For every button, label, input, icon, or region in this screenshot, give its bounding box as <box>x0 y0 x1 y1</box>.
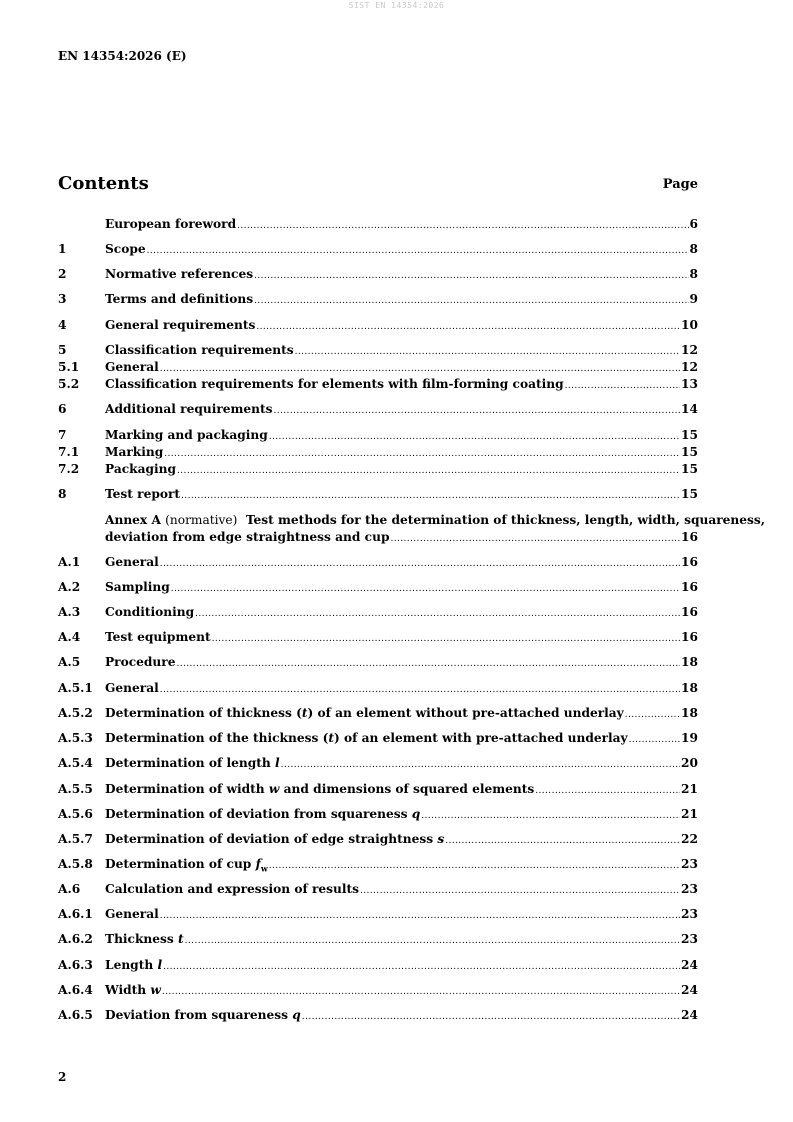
toc-entry-leader <box>160 556 680 572</box>
toc-entry-page: 20 <box>681 756 698 770</box>
toc-entry-title: General <box>105 907 159 921</box>
toc-entry-number: A.6.5 <box>58 1008 93 1022</box>
toc-entry-page: 13 <box>681 377 698 391</box>
toc-entry-page: 16 <box>681 630 698 644</box>
toc-entry[interactable] <box>58 906 698 922</box>
toc-entry-page: 24 <box>681 983 698 997</box>
toc-entry-title: Determination of thickness (t) of an element without pre-attached underlay <box>105 706 624 720</box>
toc-entry-leader <box>274 403 681 419</box>
toc-entry[interactable] <box>58 806 698 822</box>
toc-entry-leader <box>629 732 680 748</box>
toc-entry-leader <box>295 344 680 360</box>
toc-entry-page: 21 <box>681 782 698 796</box>
toc-entry-page: 23 <box>681 882 698 896</box>
toc-entry-title: Determination of width w and dimensions of squared elements <box>105 782 535 796</box>
toc-entry-page: 23 <box>681 857 698 871</box>
toc-entry-title: Sampling <box>105 580 170 594</box>
toc-entry-number: 8 <box>58 487 67 501</box>
toc-entry-number: A.5.8 <box>58 857 93 871</box>
watermark: SIST EN 14354:2026 <box>348 1 445 10</box>
toc-entry[interactable] <box>58 957 698 973</box>
toc-entry-page: 9 <box>689 292 698 306</box>
toc-entry-page: 21 <box>681 807 698 821</box>
toc-entry-page: 16 <box>681 555 698 569</box>
toc-entry-page: 16 <box>681 580 698 594</box>
toc-entry-leader <box>565 378 680 394</box>
toc-entry-leader <box>177 463 680 479</box>
toc-entry-leader <box>269 858 680 874</box>
toc-entry-page: 24 <box>681 1008 698 1022</box>
toc-entry-page: 18 <box>681 706 698 720</box>
toc-entry-number: A.5.4 <box>58 756 93 770</box>
toc-entry-number: A.5.7 <box>58 832 93 846</box>
toc-entry-leader <box>535 783 680 799</box>
toc-entry-title: Scope <box>105 242 146 256</box>
toc-entry-number: 6 <box>58 402 67 416</box>
toc-entry-leader <box>162 984 680 1000</box>
toc-entry-page: 24 <box>681 958 698 972</box>
toc-entry-leader <box>164 446 680 462</box>
toc-entry-number: A.6.2 <box>58 932 93 946</box>
toc-entry[interactable] <box>58 241 698 257</box>
toc-entry[interactable] <box>58 529 698 545</box>
toc-entry-number: 5 <box>58 343 67 357</box>
toc-entry-title: Conditioning <box>105 605 195 619</box>
toc-entry-page: 15 <box>681 487 698 501</box>
toc-entry-leader <box>302 1009 680 1025</box>
toc-entry-title: General <box>105 360 159 374</box>
toc-entry-leader <box>281 757 680 773</box>
toc-entry[interactable] <box>58 216 698 232</box>
toc-entry[interactable] <box>58 781 698 797</box>
toc-entry-title: Terms and definitions <box>105 292 254 306</box>
toc-entry-leader <box>625 707 680 723</box>
toc-entry-number: A.5 <box>58 655 81 669</box>
toc-entry[interactable] <box>58 376 698 392</box>
toc-entry-title: General <box>105 681 159 695</box>
toc-entry[interactable] <box>58 1007 698 1023</box>
toc-entry-number: 4 <box>58 318 67 332</box>
toc-entry-page: 18 <box>681 655 698 669</box>
toc-entry-number: 3 <box>58 292 67 306</box>
toc-entry[interactable] <box>58 856 698 872</box>
toc-entry-page: 12 <box>681 360 698 374</box>
toc-entry[interactable] <box>58 831 698 847</box>
toc-entry[interactable] <box>58 266 698 282</box>
toc-entry-page: 23 <box>681 932 698 946</box>
toc-entry[interactable] <box>58 982 698 998</box>
toc-entry-leader <box>390 531 680 547</box>
toc-entry-leader <box>176 656 680 672</box>
toc-entry-title: Determination of deviation from squareness q <box>105 807 421 821</box>
toc-entry-number: A.1 <box>58 555 81 569</box>
toc-entry-leader <box>160 361 680 377</box>
toc-entry-leader <box>181 488 680 504</box>
toc-entry-leader <box>195 606 680 622</box>
toc-entry-number: A.6.4 <box>58 983 93 997</box>
toc-entry-leader <box>254 268 688 284</box>
toc-entry-leader <box>160 908 680 924</box>
toc-entry-page: 22 <box>681 832 698 846</box>
toc-entry[interactable] <box>58 654 698 670</box>
toc-entry[interactable] <box>58 401 698 417</box>
toc-entry-page: 14 <box>681 402 698 416</box>
toc-entry-title: Classification requirements for elements with film-forming coating <box>105 377 564 391</box>
toc-entry[interactable] <box>58 486 698 502</box>
toc-entry-number: A.5.1 <box>58 681 93 695</box>
toc-entry-number: A.6 <box>58 882 81 896</box>
toc-entry-number: A.6.1 <box>58 907 93 921</box>
toc-entry-page: 8 <box>689 267 698 281</box>
toc-entry-title: Procedure <box>105 655 176 669</box>
toc-entry-leader <box>360 883 680 899</box>
toc-entry[interactable] <box>58 512 765 528</box>
toc-entry-page: 8 <box>689 242 698 256</box>
toc-entry-title: General <box>105 555 159 569</box>
toc-entry[interactable] <box>58 629 698 645</box>
toc-entry-leader <box>269 429 680 445</box>
toc-entry-title: Additional requirements <box>105 402 273 416</box>
toc-entry-number: 5.1 <box>58 360 80 374</box>
toc-entry-title: Determination of the thickness (t) of an element with pre-attached underlay <box>105 731 628 745</box>
toc-entry[interactable] <box>58 730 698 746</box>
toc-entry[interactable] <box>58 427 698 443</box>
toc-entry[interactable] <box>58 317 698 333</box>
toc-entry-number: 2 <box>58 267 67 281</box>
toc-entry-leader <box>160 682 680 698</box>
toc-entry-page: 12 <box>681 343 698 357</box>
toc-entry[interactable] <box>58 755 698 771</box>
toc-entry-title: Marking and packaging <box>105 428 268 442</box>
toc-entry-number: A.2 <box>58 580 81 594</box>
toc-entry-number: A.6.3 <box>58 958 93 972</box>
toc-entry-title: Deviation from squareness q <box>105 1008 301 1022</box>
toc-entry-title: Determination of deviation of edge straightness s <box>105 832 445 846</box>
toc-entry-title: Width w <box>105 983 161 997</box>
toc-entry-leader <box>147 243 689 259</box>
toc-entry-page: 15 <box>681 428 698 442</box>
toc-entry-page: 23 <box>681 907 698 921</box>
toc-entry-leader <box>254 293 688 309</box>
toc-entry-number: A.5.2 <box>58 706 93 720</box>
toc-entry[interactable] <box>58 342 698 358</box>
toc-entry-title: Classification requirements <box>105 343 294 357</box>
toc-entry[interactable] <box>58 444 698 460</box>
toc-entry[interactable] <box>58 604 698 620</box>
toc-entry[interactable] <box>58 881 698 897</box>
toc-entry-number: 5.2 <box>58 377 80 391</box>
toc-entry-number: 1 <box>58 242 67 256</box>
toc-entry-leader <box>237 218 688 234</box>
page-number: 2 <box>58 1070 67 1084</box>
toc-entry-title: Determination of length l <box>105 756 280 770</box>
toc-entry-page: 16 <box>681 530 698 544</box>
toc-entry-leader <box>163 959 680 975</box>
toc-entry-page: 18 <box>681 681 698 695</box>
toc-entry-number: A.3 <box>58 605 81 619</box>
toc-entry-title: Thickness t <box>105 932 184 946</box>
toc-entry-leader <box>212 631 680 647</box>
toc-entry-title: Length l <box>105 958 163 972</box>
toc-entry-title: Annex A (normative) Test methods for the determination of thickness, length, width, squareness, <box>105 513 765 527</box>
toc-entry-title: Calculation and expression of results <box>105 882 359 896</box>
toc-entry[interactable] <box>58 461 698 477</box>
toc-entry-title: Test report <box>105 487 181 501</box>
toc-entry[interactable] <box>58 705 698 721</box>
toc-entry-leader <box>445 833 680 849</box>
toc-entry-number: 7.2 <box>58 462 80 476</box>
contents-title: Contents <box>58 173 149 194</box>
toc-entry-number: 7 <box>58 428 67 442</box>
toc-entry-leader <box>256 319 680 335</box>
toc-entry-title: Marking <box>105 445 164 459</box>
toc-entry-title: Determination of cup $f_w$ <box>105 857 268 874</box>
toc-entry[interactable] <box>58 579 698 595</box>
page-column-heading: Page <box>662 177 698 192</box>
toc-entry-number: A.5.5 <box>58 782 93 796</box>
document-id: EN 14354:2026 (E) <box>58 49 187 63</box>
toc-entry-number: A.5.3 <box>58 731 93 745</box>
toc-entry-title: Normative references <box>105 267 254 281</box>
toc-entry-number: 7.1 <box>58 445 80 459</box>
toc-entry-leader <box>185 933 680 949</box>
toc-entry-title: Packaging <box>105 462 177 476</box>
toc-entry-leader <box>421 808 680 824</box>
toc-entry-number: A.5.6 <box>58 807 93 821</box>
toc-entry[interactable] <box>58 931 698 947</box>
toc-entry[interactable] <box>58 359 698 375</box>
toc-entry-title: General requirements <box>105 318 256 332</box>
toc-entry-title: Test equipment <box>105 630 211 644</box>
toc-entry-page: 6 <box>689 217 698 231</box>
toc-entry-page: 16 <box>681 605 698 619</box>
toc-entry-leader <box>171 581 680 597</box>
toc-entry-title: European foreword <box>105 217 237 231</box>
toc-entry[interactable] <box>58 291 698 307</box>
toc-entry[interactable] <box>58 554 698 570</box>
toc-entry-title: deviation from edge straightness and cup <box>105 530 390 544</box>
toc-entry-page: 15 <box>681 445 698 459</box>
toc-entry-page: 19 <box>681 731 698 745</box>
toc-entry-page: 10 <box>681 318 698 332</box>
toc-entry-number: A.4 <box>58 630 81 644</box>
toc-entry[interactable] <box>58 680 698 696</box>
toc-entry-page: 15 <box>681 462 698 476</box>
